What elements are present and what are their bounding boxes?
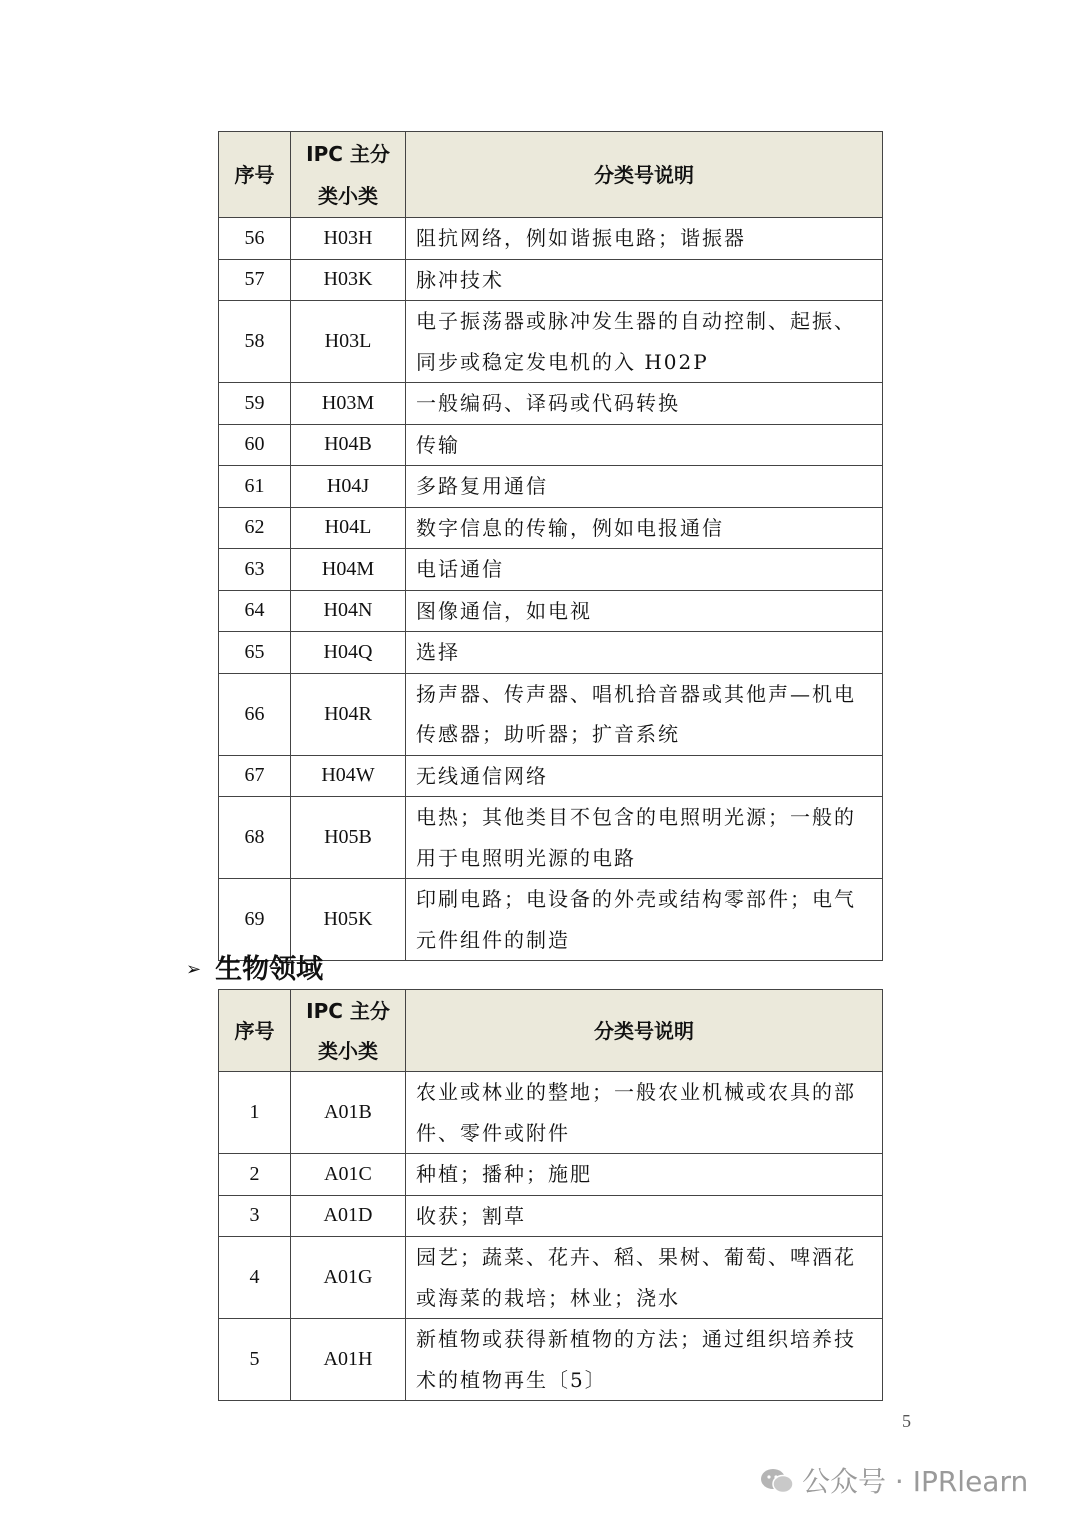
table-row <box>219 1195 883 1237</box>
row-ipc-code: H03K <box>291 259 406 301</box>
row-number: 3 <box>219 1195 291 1237</box>
row-number: 62 <box>219 507 291 549</box>
row-number: 2 <box>219 1154 291 1196</box>
row-number: 63 <box>219 549 291 591</box>
row-description: 脉冲技术 <box>406 259 883 301</box>
table-row <box>219 632 883 674</box>
row-number: 58 <box>219 301 291 383</box>
row-number: 1 <box>219 1072 291 1154</box>
row-number: 59 <box>219 383 291 425</box>
row-number: 68 <box>219 797 291 879</box>
table-row <box>219 218 883 260</box>
row-ipc-code: H04B <box>291 424 406 466</box>
header-description: 分类号说明 <box>406 990 883 1072</box>
header-ipc-code-line2: 类小类 <box>318 183 378 208</box>
row-ipc-code: H04Q <box>291 632 406 674</box>
table-row <box>219 466 883 508</box>
table-header-row <box>219 132 883 218</box>
row-ipc-code: H04N <box>291 590 406 632</box>
header-ipc-code-line2: 类小类 <box>318 1038 378 1063</box>
row-ipc-code: H05B <box>291 797 406 879</box>
row-ipc-code: A01C <box>291 1154 406 1196</box>
row-ipc-code: H04M <box>291 549 406 591</box>
table-row <box>219 673 883 755</box>
row-ipc-code: H04J <box>291 466 406 508</box>
watermark <box>760 1462 1028 1502</box>
wechat-icon <box>760 1468 794 1494</box>
row-description: 扬声器、传声器、唱机拾音器或其他声—机电传感器；助听器；扩音系统 <box>406 673 883 755</box>
row-description: 收获；割草 <box>406 1195 883 1237</box>
row-description: 种植；播种；施肥 <box>406 1154 883 1196</box>
table-row <box>219 590 883 632</box>
page-number: 5 <box>902 1411 911 1431</box>
row-number: 64 <box>219 590 291 632</box>
row-description: 印刷电路；电设备的外壳或结构零部件；电气元件组件的制造 <box>406 879 883 961</box>
row-description: 图像通信，如电视 <box>406 590 883 632</box>
row-number: 4 <box>219 1237 291 1319</box>
row-number: 65 <box>219 632 291 674</box>
row-ipc-code: H03L <box>291 301 406 383</box>
row-description: 园艺；蔬菜、花卉、稻、果树、葡萄、啤酒花或海菜的栽培；林业；浇水 <box>406 1237 883 1319</box>
row-ipc-code: H04R <box>291 673 406 755</box>
row-description: 一般编码、译码或代码转换 <box>406 383 883 425</box>
row-ipc-code: H03M <box>291 383 406 425</box>
row-ipc-code: H04L <box>291 507 406 549</box>
table-row <box>219 1237 883 1319</box>
row-description: 数字信息的传输，例如电报通信 <box>406 507 883 549</box>
table-row <box>219 549 883 591</box>
row-number: 5 <box>219 1319 291 1401</box>
row-ipc-code: A01D <box>291 1195 406 1237</box>
row-description: 无线通信网络 <box>406 755 883 797</box>
row-description: 农业或林业的整地；一般农业机械或农具的部件、零件或附件 <box>406 1072 883 1154</box>
header-description: 分类号说明 <box>406 132 883 218</box>
table-row <box>219 383 883 425</box>
arrow-bullet-icon: ➢ <box>186 959 202 980</box>
row-ipc-code: H03H <box>291 218 406 260</box>
row-description: 阻抗网络，例如谐振电路；谐振器 <box>406 218 883 260</box>
header-seq: 序号 <box>219 132 291 218</box>
table-row <box>219 259 883 301</box>
watermark-text: 公众号 · IPRlearn <box>802 1465 1029 1498</box>
table-row <box>219 1072 883 1154</box>
row-description: 新植物或获得新植物的方法；通过组织培养技术的植物再生〔5〕 <box>406 1319 883 1401</box>
row-ipc-code: A01G <box>291 1237 406 1319</box>
row-number: 69 <box>219 879 291 961</box>
row-ipc-code: A01H <box>291 1319 406 1401</box>
table-row <box>219 424 883 466</box>
table-row <box>219 301 883 383</box>
ipc-table-biology <box>218 989 883 1401</box>
header-ipc-code-line1: IPC 主分 <box>306 998 390 1023</box>
table-row <box>219 1154 883 1196</box>
table-row <box>219 879 883 961</box>
row-number: 57 <box>219 259 291 301</box>
table-row <box>219 755 883 797</box>
table-header-row <box>219 990 883 1072</box>
row-description: 多路复用通信 <box>406 466 883 508</box>
row-description: 电热；其他类目不包含的电照明光源；一般的用于电照明光源的电路 <box>406 797 883 879</box>
table-row <box>219 797 883 879</box>
row-number: 60 <box>219 424 291 466</box>
row-ipc-code: H04W <box>291 755 406 797</box>
ipc-table-electronics <box>218 131 883 961</box>
header-ipc-code <box>291 990 406 1072</box>
row-description: 电子振荡器或脉冲发生器的自动控制、起振、同步或稳定发电机的入 H02P <box>406 301 883 383</box>
section-title-text: 生物领域 <box>215 954 324 985</box>
header-ipc-code <box>291 132 406 218</box>
row-ipc-code: A01B <box>291 1072 406 1154</box>
section-heading <box>186 952 323 988</box>
row-ipc-code: H05K <box>291 879 406 961</box>
table-row <box>219 1319 883 1401</box>
row-description: 选择 <box>406 632 883 674</box>
row-number: 61 <box>219 466 291 508</box>
row-number: 66 <box>219 673 291 755</box>
header-ipc-code-line1: IPC 主分 <box>306 141 390 166</box>
row-description: 电话通信 <box>406 549 883 591</box>
header-seq: 序号 <box>219 990 291 1072</box>
row-number: 56 <box>219 218 291 260</box>
row-description: 传输 <box>406 424 883 466</box>
table-row <box>219 507 883 549</box>
row-number: 67 <box>219 755 291 797</box>
